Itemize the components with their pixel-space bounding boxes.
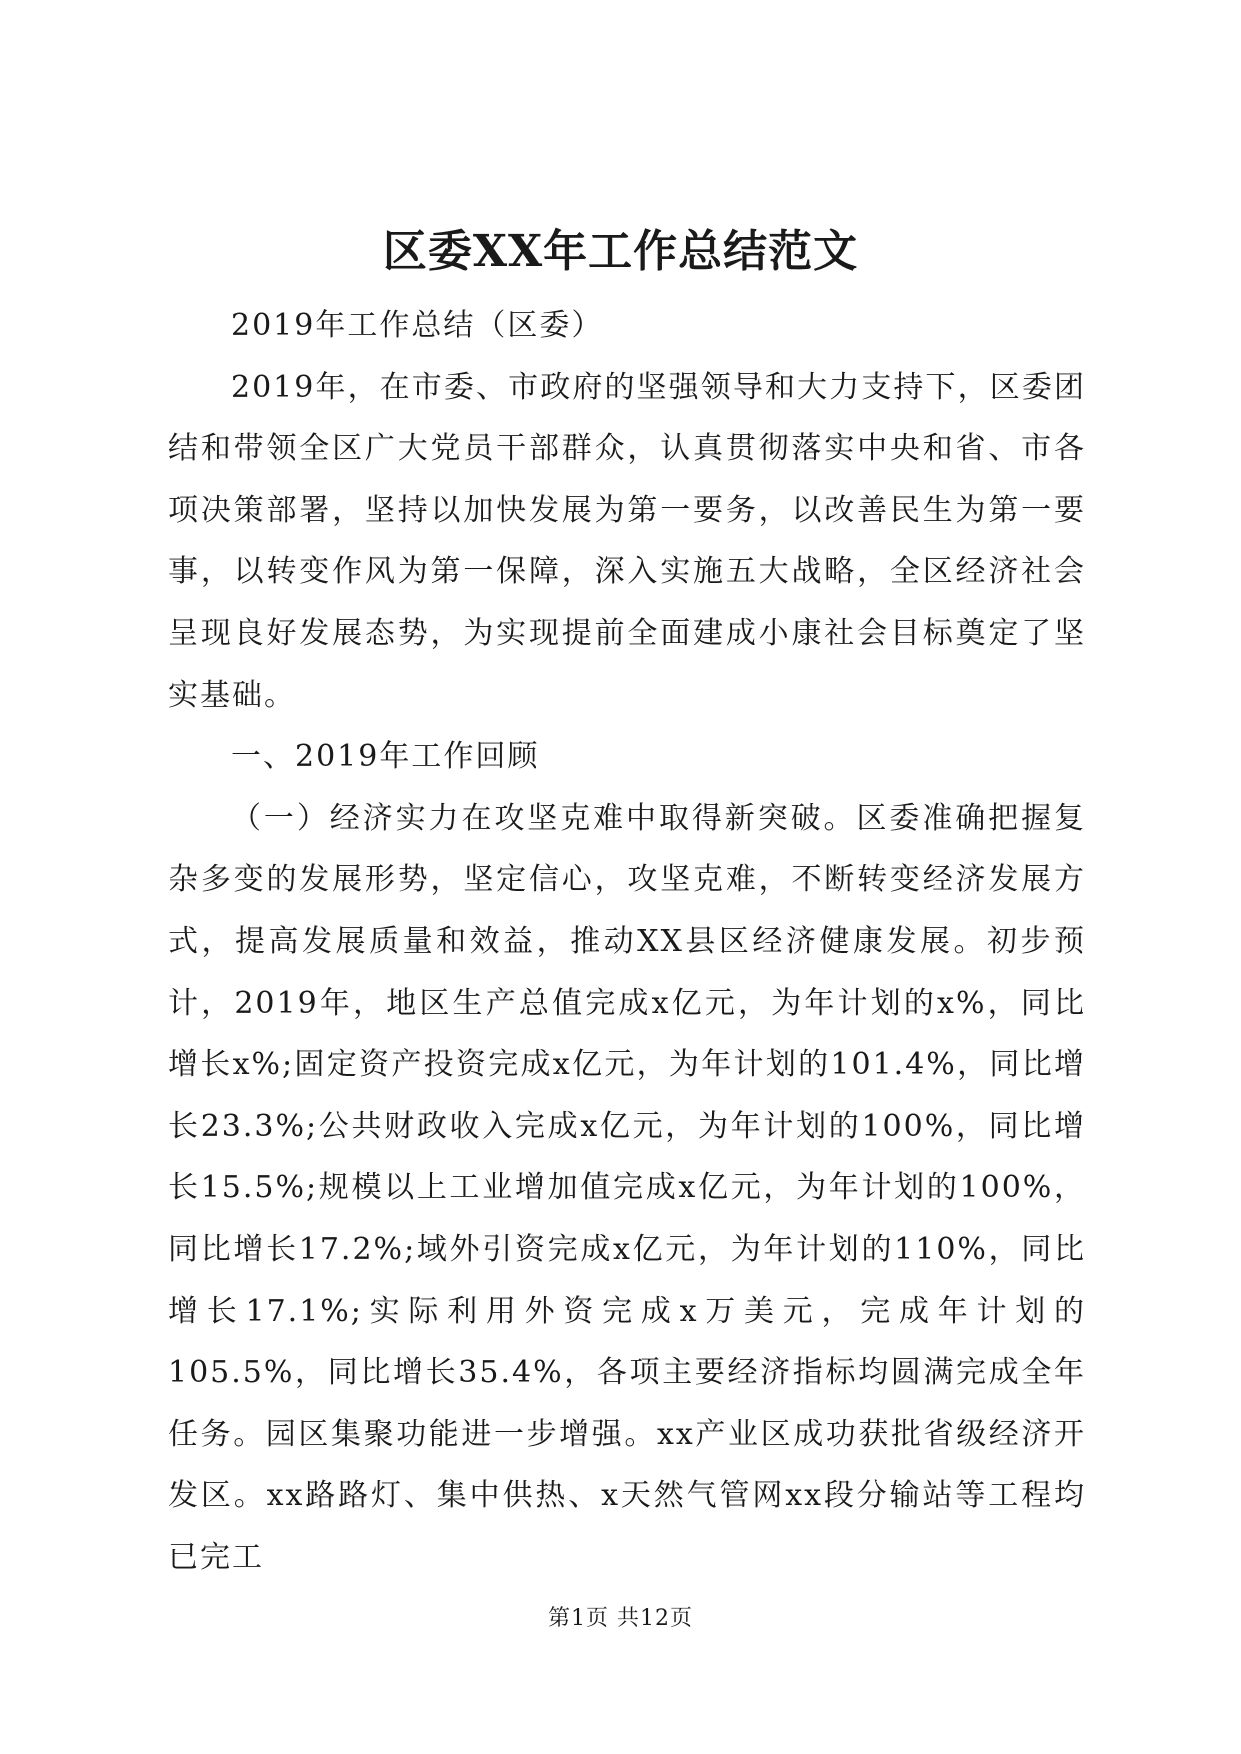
intro-paragraph: 2019年，在市委、市政府的坚强领导和大力支持下，区委团结和带领全区广大党员干部群众，认真贯彻落实中央和省、市各项决策部署，坚持以加快发展为第一要务，以改善民生为第一要事，以转变作风为第一保障，深入实施五大战略，全区经济社会呈现良好发展态势，为实现提前全面建成小康社会目标奠定了坚实基础。 [168,369,1086,713]
document-subtitle: 2019年工作总结（区委） [231,308,604,343]
document-body [168,295,1086,1588]
section-paragraph: （一）经济实力在攻坚克难中取得新突破。区委准确把握复杂多变的发展形势，坚定信心，攻坚克难，不断转变经济发展方式，提高发展质量和效益，推动XX县区经济健康发展。初步预计，2019年，地区生产总值完成x亿元，为年计划的x%，同比增长x%;固定资产投资完成x亿元，为年计划的101.4%，同比增长23.3%;公共财政收入完成x亿元，为年计划的100%，同比增长15.5%;规模以上工业增加值完成x亿元，为年计划的100%，同比增长17.2%;域外引资完成x亿元，为年计划的110%，同比增长17.1%;实际利用外资完成x万美元，完成年计划的105.5%，同比增长35.4%，各项主要经济指标均圆满完成全年任务。园区集聚功能进一步增强。xx产业区成功获批省级经济开发区。xx路路灯、集中供热、x天然气管网xx段分输站等工程均已完工 [168,800,1086,1575]
document-title: 区委XX年工作总结范文 [382,226,859,277]
page-number-footer: 第1页 共12页 [548,1606,693,1631]
section-heading: 一、2019年工作回顾 [231,739,540,775]
